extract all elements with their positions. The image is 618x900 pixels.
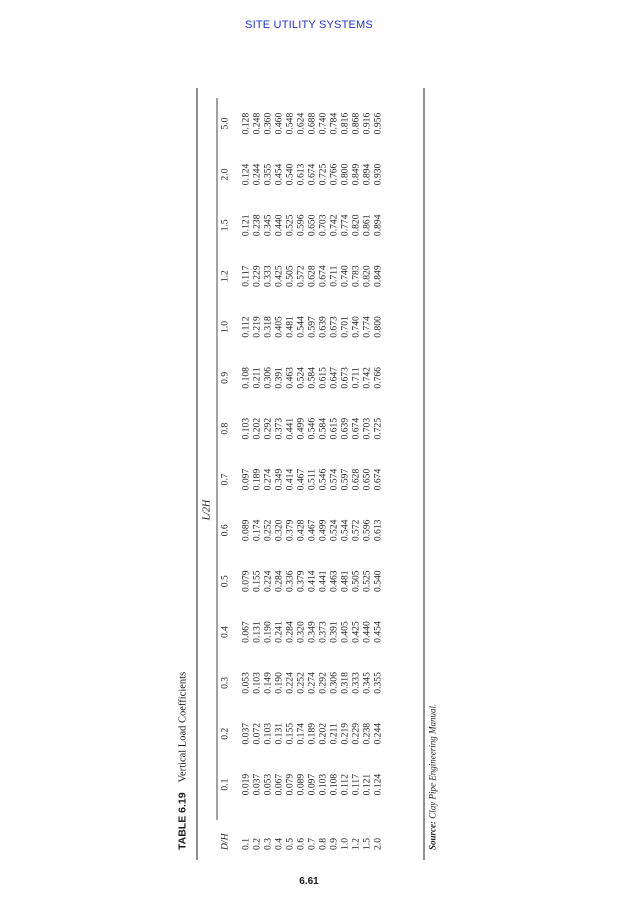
table-cell: 0.405	[273, 316, 285, 338]
table-cell: 0.703	[361, 417, 373, 440]
table-cell: 0.229	[251, 265, 263, 287]
table-row	[340, 98, 351, 850]
page-number: 6.61	[299, 876, 319, 887]
table-cell: 0.079	[284, 773, 296, 796]
table-cell: 0.740	[317, 112, 329, 135]
table-cell: 0.725	[372, 417, 384, 440]
column-header: 0.4	[218, 626, 230, 639]
table-cell: 0.894	[372, 214, 384, 237]
table-cell: 0.460	[273, 112, 285, 135]
table-cell: 0.467	[306, 519, 318, 542]
table-row	[252, 98, 263, 850]
column-header: 0.8	[218, 422, 230, 435]
table-cell: 0.505	[284, 265, 296, 287]
table-cell: 0.320	[295, 621, 307, 643]
table-cell: 0.345	[262, 214, 274, 237]
row-label: 0.7	[306, 838, 318, 850]
bottom-rule	[423, 88, 424, 860]
running-head: SITE UTILITY SYSTEMS	[245, 19, 373, 31]
table-cell: 0.360	[262, 112, 274, 135]
table-cell: 0.441	[317, 570, 329, 592]
table-cell: 0.336	[284, 570, 296, 592]
table-cell: 0.639	[339, 417, 351, 440]
table-row	[351, 98, 362, 850]
table-cell: 0.628	[306, 265, 318, 287]
table-cell: 0.079	[240, 570, 252, 592]
table-cell: 0.613	[295, 163, 307, 186]
table-cell: 0.414	[306, 570, 318, 592]
table-cell: 0.524	[328, 519, 340, 542]
table-cell: 0.149	[262, 672, 274, 694]
table-cell: 0.414	[284, 468, 296, 491]
table-cell: 0.103	[240, 417, 252, 440]
table-cell: 0.674	[372, 468, 384, 491]
table-cell: 0.124	[240, 163, 252, 186]
table-cell: 0.774	[339, 214, 351, 237]
table-cell: 0.252	[295, 672, 307, 694]
table-cell: 0.505	[350, 570, 362, 592]
table-cell: 0.097	[306, 773, 318, 796]
table-cell: 0.391	[328, 621, 340, 643]
table-cell: 0.284	[284, 621, 296, 643]
table-cell: 0.117	[240, 265, 252, 287]
table-cell: 0.540	[284, 163, 296, 186]
table-cell: 0.174	[251, 519, 263, 542]
source-text: Clay Pipe Engineering Manual.	[427, 703, 437, 819]
table-cell: 0.574	[328, 468, 340, 491]
column-header: 0.5	[218, 575, 230, 588]
source-note	[427, 704, 437, 850]
table-cell: 0.639	[317, 316, 329, 338]
table-cell: 0.511	[306, 468, 318, 491]
column-header: 5.0	[218, 117, 230, 130]
table-cell: 0.238	[251, 214, 263, 237]
row-label: 2.0	[372, 838, 384, 850]
table-title: Vertical Load Coefficients	[177, 671, 188, 783]
table-cell: 0.306	[328, 672, 340, 694]
table-cell: 0.318	[262, 316, 274, 338]
table-cell: 0.703	[317, 214, 329, 237]
table-cell: 0.711	[350, 367, 362, 389]
table-cell: 0.499	[317, 519, 329, 542]
table-cell: 0.467	[295, 468, 307, 491]
table-cell: 0.211	[251, 367, 263, 389]
table-cell: 0.783	[350, 265, 362, 287]
table-cell: 0.861	[361, 214, 373, 237]
table-row	[241, 98, 252, 850]
table-cell: 0.248	[251, 112, 263, 135]
column-header: 1.5	[218, 219, 230, 232]
column-header: 0.2	[218, 727, 230, 740]
table-cell: 0.333	[350, 672, 362, 694]
table-cell: 0.124	[372, 773, 384, 796]
row-label: 0.8	[317, 838, 329, 850]
table-cell: 0.189	[306, 722, 318, 745]
table-cell: 0.428	[295, 519, 307, 542]
table-cell: 0.089	[295, 773, 307, 796]
table-label: TABLE 6.19	[176, 792, 188, 850]
table-cell: 0.916	[361, 112, 373, 135]
table-cell: 0.766	[372, 367, 384, 389]
table-cell: 0.624	[295, 112, 307, 135]
table-cell: 0.894	[361, 163, 373, 186]
table-cell: 0.650	[361, 468, 373, 491]
table-row	[373, 98, 384, 850]
table-cell: 0.711	[328, 265, 340, 287]
table-cell: 0.238	[361, 722, 373, 745]
table-cell: 0.053	[262, 773, 274, 796]
table-row	[307, 98, 318, 850]
table-cell: 0.320	[273, 519, 285, 542]
table-cell: 0.674	[306, 163, 318, 186]
table-cell: 0.441	[284, 417, 296, 440]
table-cell: 0.211	[328, 723, 340, 745]
table-cell: 0.930	[372, 163, 384, 186]
table-row	[362, 98, 373, 850]
table-cell: 0.425	[273, 265, 285, 287]
table-cell: 0.379	[295, 570, 307, 592]
row-label: 0.3	[262, 838, 274, 850]
row-label: 1.2	[350, 838, 362, 850]
column-header: 0.1	[218, 778, 230, 791]
table-cell: 0.292	[262, 417, 274, 440]
row-label: 0.2	[251, 838, 263, 850]
row-label: 0.5	[284, 838, 296, 850]
table-cell: 0.673	[328, 316, 340, 338]
table-cell: 0.128	[240, 112, 252, 135]
table-cell: 0.053	[240, 672, 252, 694]
table-cell: 0.546	[317, 468, 329, 491]
table-row	[274, 98, 285, 850]
table-cell: 0.229	[350, 722, 362, 745]
row-label: 0.1	[240, 838, 252, 850]
table-cell: 0.647	[328, 367, 340, 389]
table-cell: 0.131	[273, 722, 285, 745]
table-cell: 0.784	[328, 112, 340, 135]
table-cell: 0.391	[273, 367, 285, 389]
table-row	[263, 98, 274, 850]
table-cell: 0.584	[317, 417, 329, 440]
table-cell: 0.596	[361, 519, 373, 542]
table-cell: 0.800	[372, 316, 384, 338]
vertical-load-coefficients-table	[219, 98, 384, 850]
table-cell: 0.244	[251, 163, 263, 186]
table-cell: 0.252	[262, 519, 274, 542]
table-cell: 0.463	[328, 570, 340, 592]
table-cell: 0.355	[372, 672, 384, 694]
table-cell: 0.037	[240, 722, 252, 745]
table-cell: 0.725	[317, 163, 329, 186]
table-cell: 0.274	[306, 672, 318, 694]
row-label: 1.5	[361, 838, 373, 850]
table-cell: 0.373	[317, 621, 329, 643]
table-cell: 0.820	[350, 214, 362, 237]
table-cell: 0.454	[372, 621, 384, 643]
table-cell: 0.820	[361, 265, 373, 287]
table-row	[318, 98, 329, 850]
table-cell: 0.306	[262, 367, 274, 389]
table-cell: 0.596	[295, 214, 307, 237]
table-cell: 0.112	[240, 316, 252, 338]
table-cell: 0.524	[295, 367, 307, 389]
table-cell: 0.219	[251, 316, 263, 338]
table-cell: 0.349	[273, 468, 285, 491]
table-cell: 0.089	[240, 519, 252, 542]
column-header: 1.0	[218, 320, 230, 333]
table-cell: 0.816	[339, 112, 351, 135]
column-group-rule	[216, 98, 217, 820]
table-cell: 0.108	[240, 367, 252, 389]
table-cell: 0.673	[339, 367, 351, 389]
table-row	[329, 98, 340, 850]
table-body	[241, 98, 384, 850]
table-cell: 0.584	[306, 367, 318, 389]
table-cell: 0.019	[240, 773, 252, 796]
table-cell: 0.440	[361, 621, 373, 643]
row-label: 0.9	[328, 838, 340, 850]
table-cell: 0.274	[262, 468, 274, 491]
table-cell: 0.067	[273, 773, 285, 796]
table-cell: 0.202	[317, 722, 329, 745]
rotated-table-container	[175, 88, 442, 860]
table-cell: 0.572	[350, 519, 362, 542]
table-cell: 0.650	[306, 214, 318, 237]
table-cell: 0.674	[317, 265, 329, 287]
table-cell: 0.615	[317, 367, 329, 389]
table-cell: 0.481	[284, 316, 296, 338]
row-label: 0.6	[295, 838, 307, 850]
table-cell: 0.345	[361, 672, 373, 694]
table-cell: 0.037	[251, 773, 263, 796]
table-cell: 0.333	[262, 265, 274, 287]
table-cell: 0.613	[372, 519, 384, 542]
table-cell: 0.241	[273, 621, 285, 643]
table-cell: 0.597	[339, 468, 351, 491]
row-label: 0.4	[273, 838, 285, 850]
table-cell: 0.481	[339, 570, 351, 592]
table-cell: 0.131	[251, 621, 263, 643]
column-header: 0.7	[218, 473, 230, 486]
table-cell: 0.546	[306, 417, 318, 440]
top-rule	[196, 88, 197, 860]
table-cell: 0.155	[251, 570, 263, 592]
table-cell: 0.224	[262, 570, 274, 592]
table-cell: 0.379	[284, 519, 296, 542]
table-cell: 0.219	[339, 722, 351, 745]
table-cell: 0.540	[372, 570, 384, 592]
table-cell: 0.121	[361, 773, 373, 796]
table-cell: 0.849	[372, 265, 384, 287]
table-cell: 0.202	[251, 417, 263, 440]
column-header: 0.3	[218, 676, 230, 689]
table-caption	[176, 672, 188, 850]
table-row	[296, 98, 307, 850]
table-cell: 0.454	[273, 163, 285, 186]
table-cell: 0.373	[273, 417, 285, 440]
table-cell: 0.121	[240, 214, 252, 237]
table-cell: 0.615	[328, 417, 340, 440]
table-cell: 0.349	[306, 621, 318, 643]
table-cell: 0.318	[339, 672, 351, 694]
row-header-dh: D/H	[218, 833, 230, 850]
table-cell: 0.405	[339, 621, 351, 643]
table-cell: 0.742	[328, 214, 340, 237]
table-cell: 0.597	[306, 316, 318, 338]
table-cell: 0.628	[350, 468, 362, 491]
table-cell: 0.117	[350, 773, 362, 796]
table-cell: 0.868	[350, 112, 362, 135]
table-cell: 0.292	[317, 672, 329, 694]
table-cell: 0.525	[284, 214, 296, 237]
table-cell: 0.103	[251, 672, 263, 694]
table-cell: 0.174	[295, 722, 307, 745]
table-cell: 0.688	[306, 112, 318, 135]
table-cell: 0.544	[339, 519, 351, 542]
table-cell: 0.544	[295, 316, 307, 338]
table-cell: 0.740	[339, 265, 351, 287]
table-cell: 0.766	[328, 163, 340, 186]
table-cell: 0.072	[251, 722, 263, 745]
row-label: 1.0	[339, 838, 351, 850]
table-cell: 0.956	[372, 112, 384, 135]
table-cell: 0.103	[262, 722, 274, 745]
table-cell: 0.548	[284, 112, 296, 135]
table-cell: 0.355	[262, 163, 274, 186]
table-cell: 0.284	[273, 570, 285, 592]
table-cell: 0.800	[339, 163, 351, 186]
table-row	[285, 98, 296, 850]
table-cell: 0.849	[350, 163, 362, 186]
source-label: Source:	[427, 821, 437, 850]
header-row	[219, 98, 241, 850]
table-cell: 0.740	[350, 316, 362, 338]
table-cell: 0.525	[361, 570, 373, 592]
table-cell: 0.463	[284, 367, 296, 389]
table-cell: 0.103	[317, 773, 329, 796]
table-cell: 0.425	[350, 621, 362, 643]
table-cell: 0.224	[284, 672, 296, 694]
table-cell: 0.190	[273, 672, 285, 694]
table-cell: 0.155	[284, 722, 296, 745]
table-cell: 0.189	[251, 468, 263, 491]
table-cell: 0.097	[240, 468, 252, 491]
table-cell: 0.674	[350, 417, 362, 440]
table-cell: 0.067	[240, 621, 252, 643]
column-header: 1.2	[218, 270, 230, 283]
table-cell: 0.112	[339, 773, 351, 796]
table-cell: 0.108	[328, 773, 340, 796]
table-cell: 0.499	[295, 417, 307, 440]
column-group-header: L/2H	[201, 499, 212, 521]
table-cell: 0.244	[372, 722, 384, 745]
column-header: 0.9	[218, 371, 230, 384]
table-cell: 0.742	[361, 367, 373, 389]
table-cell: 0.572	[295, 265, 307, 287]
table-cell: 0.701	[339, 316, 351, 338]
table-cell: 0.190	[262, 621, 274, 643]
column-header: 2.0	[218, 168, 230, 181]
column-header: 0.6	[218, 524, 230, 537]
table-cell: 0.774	[361, 316, 373, 338]
table-cell: 0.440	[273, 214, 285, 237]
